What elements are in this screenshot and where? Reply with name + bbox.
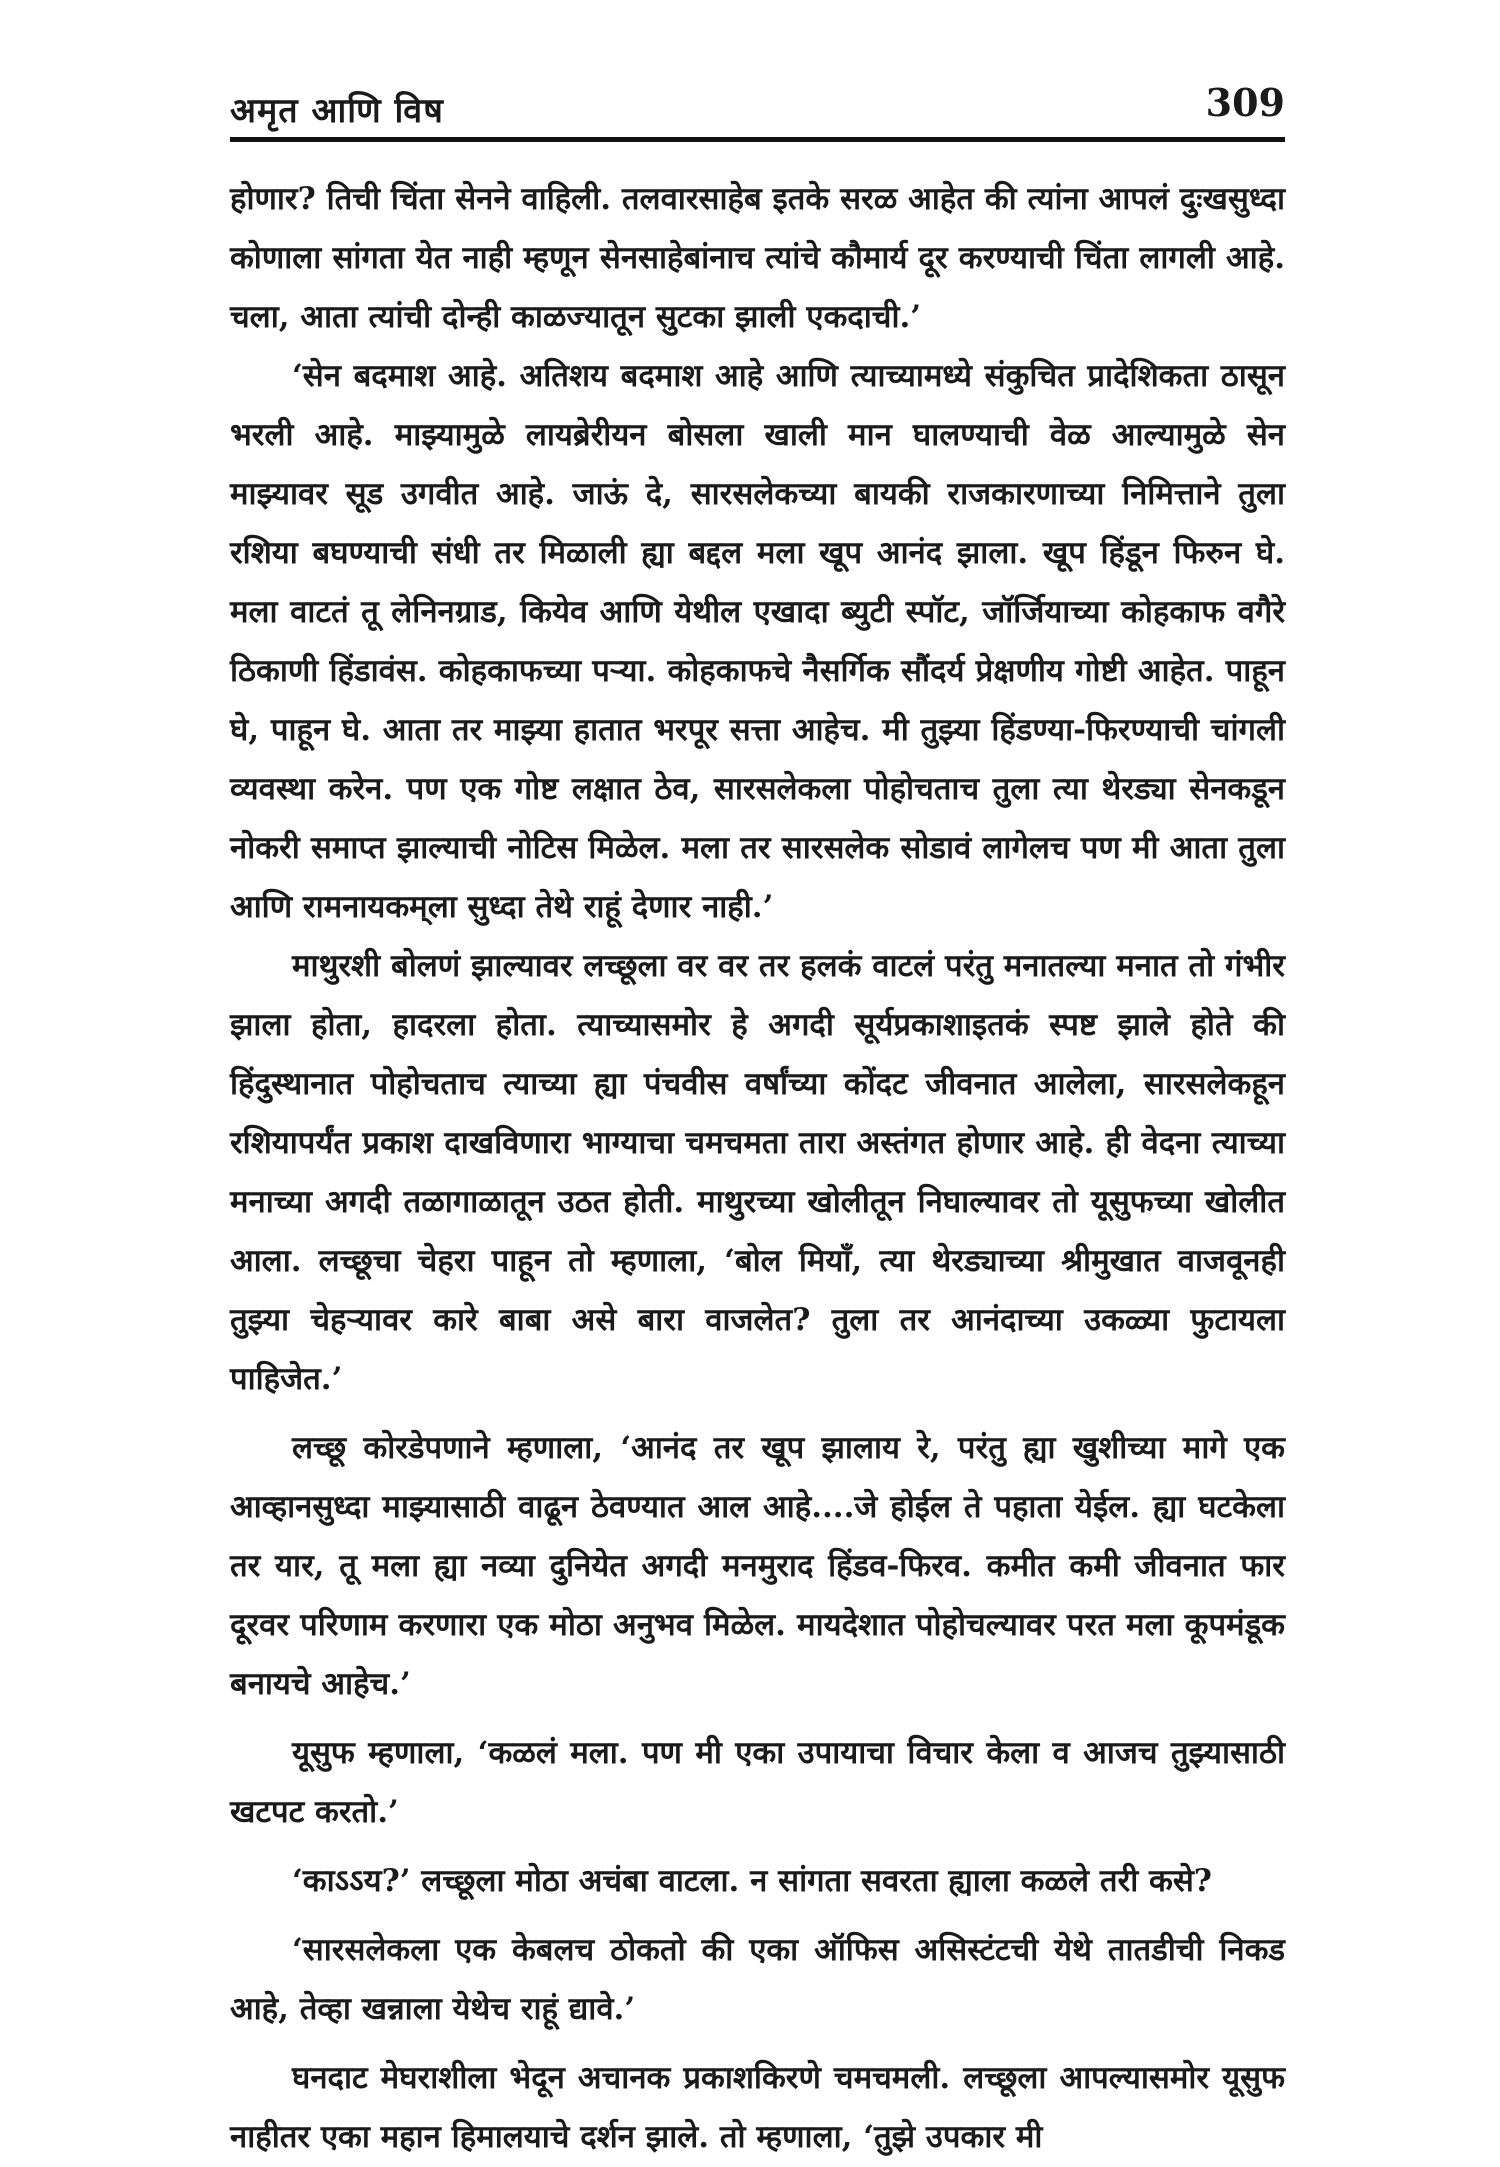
- paragraph-3: माथुरशी बोलणं झाल्यावर लच्छूला वर वर तर हलकं वाटलं परंतु मनातल्या मनात तो गंभीर झाला होता, हादरला होता. त्याच्यासमोर हे अगदी सूर्यप्रकाशाइतकं स्पष्ट झाले होते की हिंदुस्थानात पोहोचताच त्याच्या ह्या पंचवीस वर्षांच्या कोंदट जीवनात आलेला, सारसलेकहून रशियापर्यंत प्रकाश दाखविणारा भाग्याचा चमचमता तारा अस्तंगत होणार आहे. ही वेदना त्याच्या मनाच्या अगदी तळागाळातून उठत होती. माथुरच्या खोलीतून निघाल्यावर तो यूसुफच्या खोलीत आला. लच्छूचा चेहरा पाहून तो म्हणाला, ‘बोल मियाँ, त्या थेरड्याच्या श्रीमुखात वाजवूनही तुझ्या चेहऱ्यावर कारे बाबा असे बारा वाजलेत? तुला तर आनंदाच्या उकळ्या फुटायला पाहिजेत.’: [230, 948, 1285, 1397]
- header-rule: [230, 137, 1285, 142]
- paragraph-2: ‘सेन बदमाश आहे. अतिशय बदमाश आहे आणि त्याच्यामध्ये संकुचित प्रादेशिकता ठासून भरली आहे. माझ्यामुळे लायब्रेरीयन बोसला खाली मान घालण्याची वेळ आल्यामुळे सेन माझ्यावर सूड उगवीत आहे. जाऊं दे, सारसलेकच्या बायकी राजकारणाच्या निमित्ताने तुला रशिया बघण्याची संधी तर मिळाली ह्या बद्दल मला खूप आनंद झाला. खूप हिंडून फिरुन घे. मला वाटतं तू लेनिनग्राड, कियेव आणि येथील एखादा ब्युटी स्पॉट, जॉर्जियाच्या कोहकाफ वगैरे ठिकाणी हिंडावंस. कोहकाफच्या पऱ्या. कोहकाफचे नैसर्गिक सौंदर्य प्रेक्षणीय गोष्टी आहेत. पाहून घे, पाहून घे. आता तर माझ्या हातात भरपूर सत्ता आहेच. मी तुझ्या हिंडण्या-फिरण्याची चांगली व्यवस्था करेन. पण एक गोष्ट लक्षात ठेव, सारसलेकला पोहोचताच तुला त्या थेरड्या सेनकडून नोकरी समाप्त झाल्याची नोटिस मिळेल. मला तर सारसलेक सोडावं लागेलच पण मी आता तुला आणि रामनायकम्‌ला सुध्दा तेथे राहूं देणार नाही.’: [230, 358, 1285, 925]
- body-text: [230, 170, 1285, 2167]
- paragraph-6: ‘काऽऽय?’ लच्छूला मोठा अचंबा वाटला. न सांगता सवरता ह्याला कळले तरी कसे?: [292, 1863, 1212, 1899]
- paragraph-8: घनदाट मेघराशीला भेदून अचानक प्रकाशकिरणे चमचमली. लच्छूला आपल्यासमोर यूसुफ नाहीतर एका महान हिमालयाचे दर्शन झाले. तो म्हणाला, ‘तुझे उपकार मी: [230, 2060, 1285, 2155]
- page-number: 309: [1205, 80, 1285, 125]
- paragraph-1: होणार? तिची चिंता सेनने वाहिली. तलवारसाहेब इतके सरळ आहेत की त्यांना आपलं दुःखसुध्दा कोणाला सांगता येत नाही म्हणून सेनसाहेबांनाच त्यांचे कौमार्य दूर करण्याची चिंता लागली आहे. चला, आता त्यांची दोन्ही काळज्यातून सुटका झाली एकदाची.’: [230, 181, 1285, 335]
- paragraph-5: यूसुफ म्हणाला, ‘कळलं मला. पण मी एका उपायाचा विचार केला व आजच तुझ्यासाठी खटपट करतो.’: [230, 1735, 1285, 1830]
- paragraph-4: लच्छू कोरडेपणाने म्हणाला, ‘आनंद तर खूप झालाय रे, परंतु ह्या खुशीच्या मागे एक आव्हानसुध्दा माझ्यासाठी वाढून ठेवण्यात आल आहे....जे होईल ते पहाता येईल. ह्या घटकेला तर यार, तू मला ह्या नव्या दुनियेत अगदी मनमुराद हिंडव-फिरव. कमीत कमी जीवनात फार दूरवर परिणाम करणारा एक मोठा अनुभव मिळेल. मायदेशात पोहोचल्यावर परत मला कूपमंडूक बनायचे आहेच.’: [230, 1430, 1285, 1702]
- paragraph-7: ‘सारसलेकला एक केबलच ठोकतो की एका ऑफिस असिस्टंटची येथे तातडीची निकड आहे, तेव्हा खन्नाला येथेच राहूं द्यावे.’: [230, 1932, 1285, 2027]
- running-title: अमृत आणि विष: [230, 91, 444, 131]
- page-header: [230, 80, 1285, 140]
